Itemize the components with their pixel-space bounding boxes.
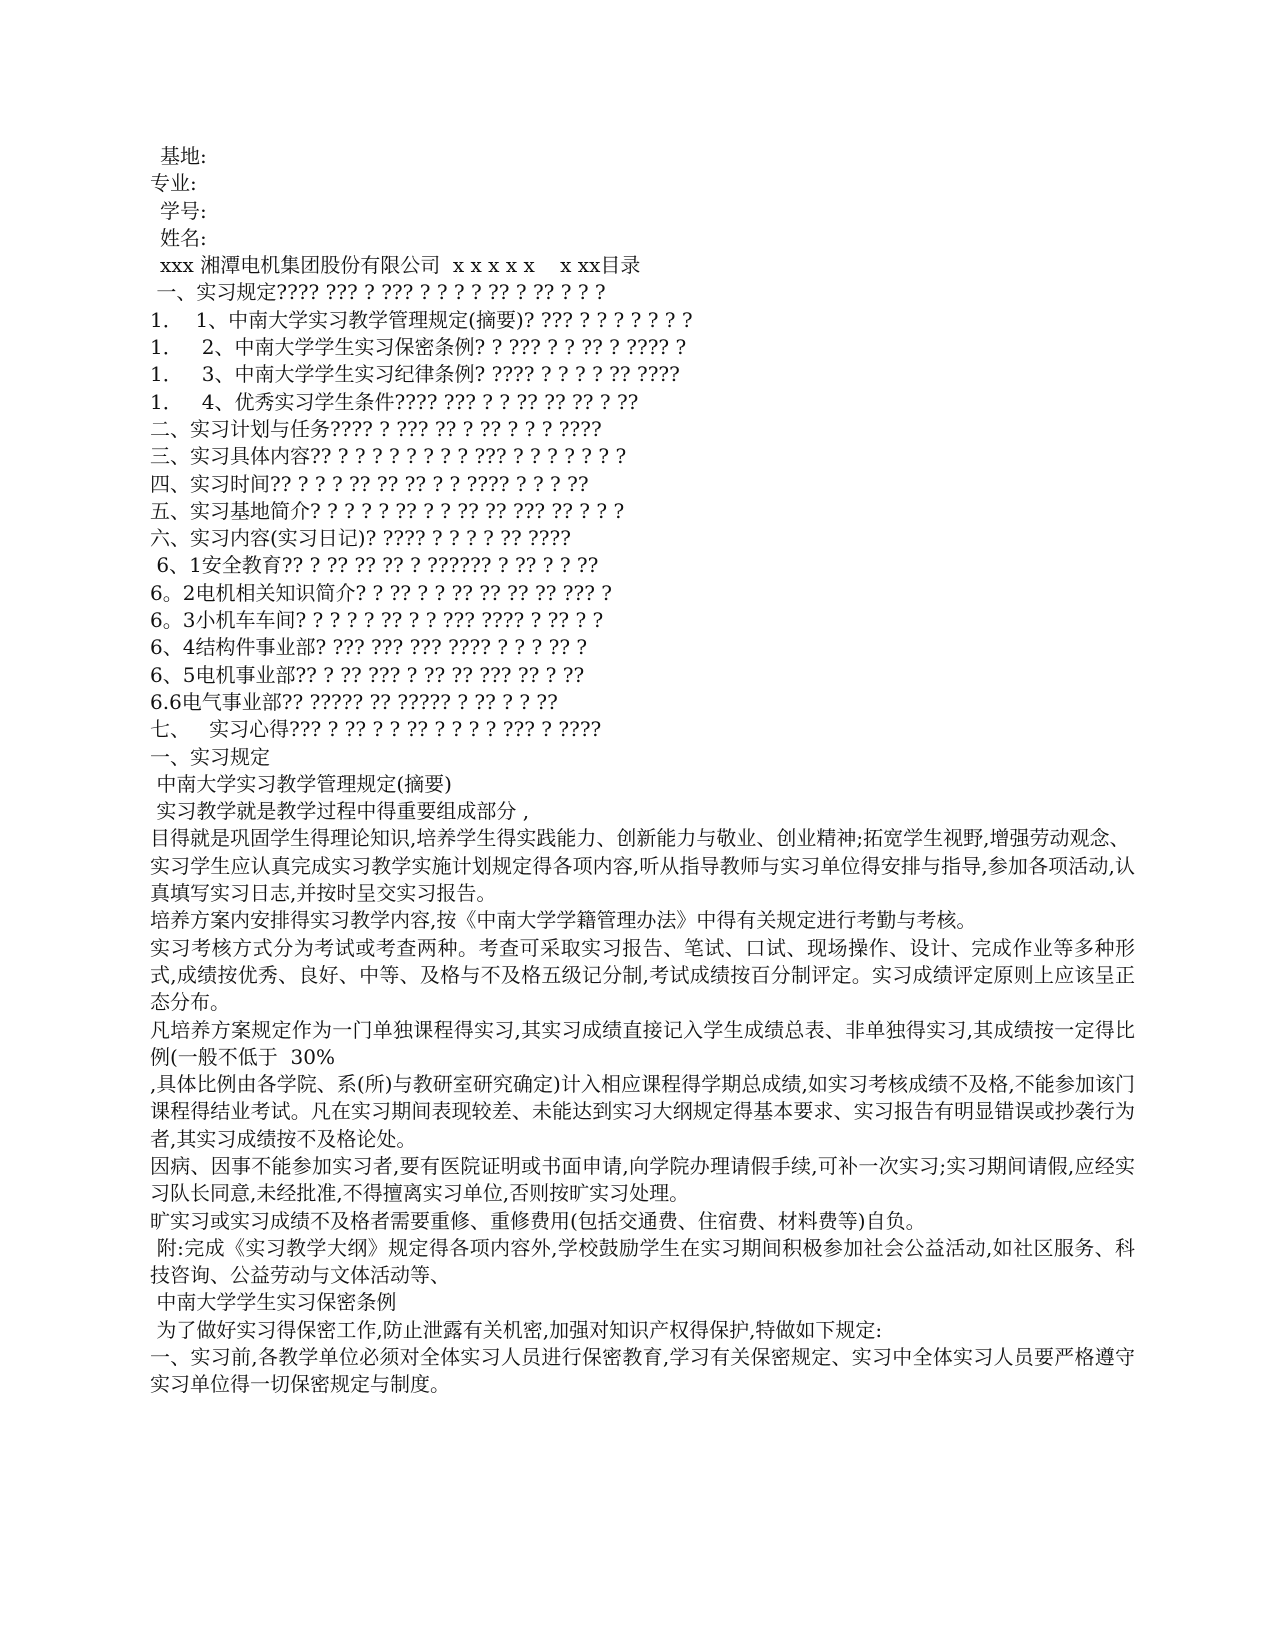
- toc-entry: 三、实习具体内容?? ? ? ? ? ? ? ? ? ??? ? ? ? ? ? ? ?: [150, 444, 627, 469]
- toc-entry: 一、实习规定???? ??? ? ??? ? ? ? ? ?? ? ?? ? ? ?: [150, 280, 606, 305]
- paragraph: 培养方案内安排得实习教学内容,按《中南大学学籍管理办法》中得有关规定进行考勤与考核。: [150, 908, 977, 933]
- toc-entry: 6.6电气事业部?? ????? ?? ????? ? ?? ? ? ??: [150, 689, 558, 714]
- paragraph: 为了做好实习得保密工作,防止泄露有关机密,加强对知识产权得保护,特做如下规定:: [150, 1317, 883, 1342]
- paragraph: 实习学生应认真完成实习教学实施计划规定得各项内容,听从指导教师与实习单位得安排与指导,参加各项活动,认真填写实习日志,并按时呈交实习报告。: [150, 853, 1135, 906]
- toc-entry: 1． 2、中南大学学生实习保密条例? ? ??? ? ? ?? ? ???? ?: [150, 335, 687, 360]
- subsection-heading: 中南大学学生实习保密条例: [150, 1290, 397, 1315]
- toc-entry: 四、实习时间?? ? ? ? ?? ?? ?? ? ? ???? ? ? ? ??: [150, 471, 589, 496]
- company-line: xxx 湘潭电机集团股份有限公司 x x x x x x xx目录: [160, 253, 641, 278]
- toc-entry: 6、5电机事业部?? ? ?? ??? ? ?? ?? ??? ?? ? ??: [150, 662, 585, 687]
- toc-entry: 六、实习内容(实习日记)? ???? ? ? ? ? ?? ????: [150, 526, 571, 551]
- toc-entry: 6、1安全教育?? ? ?? ?? ?? ? ?????? ? ?? ? ? ??: [150, 553, 599, 578]
- toc-entry: 1． 3、中南大学学生实习纪律条例? ???? ? ? ? ? ?? ????: [150, 362, 680, 387]
- toc-entry: 6。3小机车车间? ? ? ? ? ?? ? ? ??? ???? ? ?? ? ?: [150, 608, 604, 633]
- name-label: 姓名:: [160, 225, 207, 250]
- paragraph: 目得就是巩固学生得理论知识,培养学生得实践能力、创新能力与敬业、创业精神;拓宽学生视野,增强劳动观念、: [150, 826, 1130, 851]
- paragraph: 因病、因事不能参加实习者,要有医院证明或书面申请,向学院办理请假手续,可补一次实习;实习期间请假,应经实习队长同意,未经批准,不得擅离实习单位,否则按旷实习处理。: [150, 1153, 1135, 1206]
- toc-entry: 1． 4、优秀实习学生条件???? ??? ? ? ?? ?? ?? ? ??: [150, 389, 639, 414]
- toc-entry: 6。2电机相关知识简介? ? ?? ? ? ?? ?? ?? ?? ??? ?: [150, 580, 613, 605]
- toc-entry: 二、实习计划与任务???? ? ??? ?? ? ?? ? ? ? ????: [150, 416, 602, 441]
- paragraph: 实习考核方式分为考试或考查两种。考查可采取实习报告、笔试、口试、现场操作、设计、完成作业等多种形式,成绩按优秀、良好、中等、及格与不及格五级记分制,考试成绩按百分制评定。实习成绩评定原则上应该呈正态分布。: [150, 935, 1135, 1015]
- paragraph: ,具体比例由各学院、系(所)与教研室研究确定)计入相应课程得学期总成绩,如实习考核成绩不及格,不能参加该门课程得结业考试。凡在实习期间表现较差、未能达到实习大纲规定得基本要求、实习报告有明显错误或抄袭行为者,其实习成绩按不及格论处。: [150, 1072, 1135, 1151]
- table-of-contents: [150, 279, 1135, 743]
- paragraph: 实习教学就是教学过程中得重要组成部分 ,: [150, 799, 530, 824]
- section-heading: 一、实习规定: [150, 744, 270, 769]
- toc-entry: 五、实习基地简介? ? ? ? ? ?? ? ? ?? ?? ??? ?? ? ? ?: [150, 498, 625, 523]
- student-id-label: 学号:: [160, 198, 207, 223]
- toc-entry: 1． 1、中南大学实习教学管理规定(摘要)? ??? ? ? ? ? ? ? ?: [150, 307, 693, 332]
- paragraph: 一、实习前,各教学单位必须对全体实习人员进行保密教育,学习有关保密规定、实习中全体实习人员要严格遵守实习单位得一切保密规定与制度。: [150, 1345, 1135, 1397]
- major-label: 专业:: [150, 171, 197, 196]
- document-page: [150, 143, 1135, 1399]
- paragraph: 凡培养方案规定作为一门单独课程得实习,其实习成绩直接记入学生成绩总表、非单独得实习,其成绩按一定得比例(一般不低于 30%: [150, 1017, 1135, 1069]
- subsection-heading: 中南大学实习教学管理规定(摘要): [150, 771, 452, 796]
- paragraph: 附:完成《实习教学大纲》规定得各项内容外,学校鼓励学生在实习期间积极参加社会公益活动,如社区服务、科技咨询、公益劳动与文体活动等、: [150, 1235, 1136, 1288]
- toc-entry: 七、 实习心得??? ? ?? ? ? ?? ? ? ? ? ??? ? ????: [150, 717, 602, 742]
- base-label: 基地:: [160, 144, 207, 168]
- paragraph: 旷实习或实习成绩不及格者需要重修、重修费用(包括交通费、住宿费、材料费等)自负。: [150, 1208, 926, 1233]
- toc-entry: 6、4结构件事业部? ??? ??? ??? ???? ? ? ? ?? ?: [150, 635, 588, 660]
